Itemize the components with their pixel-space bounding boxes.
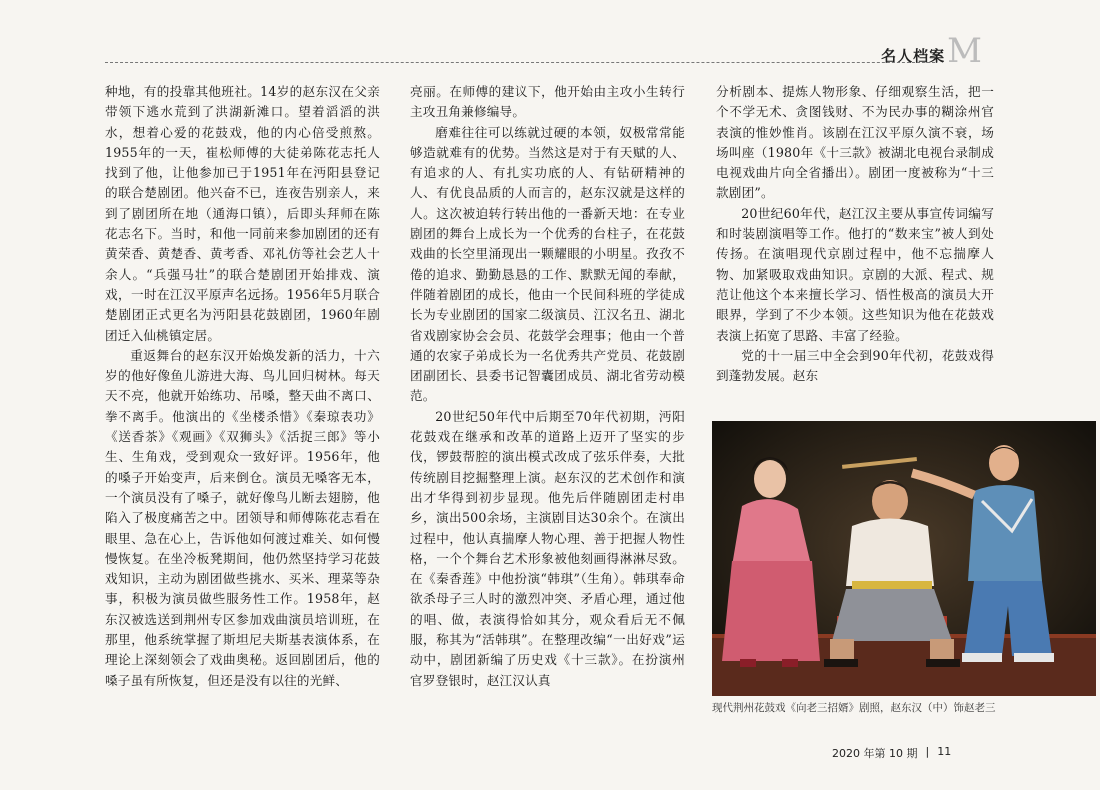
paragraph: 磨难往往可以练就过硬的本领，奴极常常能够造就难有的优势。当然这是对于有天赋的人、有追求的人、有扎实功底的人、有钻研精神的人、有优良品质的人而言的，赵东汉就是这样的人。这次被迫转行转出他的一番新天地：在专业剧团的舞台上成长为一个优秀的台柱子，在花鼓戏曲的长空里涌现出一颗耀眼的小明星。孜孜不倦的追求、勤勤恳恳的工作、默默无闻的奉献，伴随着剧团的成长，他由一个民间科班的学徒成长为专业剧团的国家二级演员、江汉名丑、湖北省戏剧家协会会员、花鼓学会理事；他由一个普通的农家子弟成长为一名优秀共产党员、花鼓剧团副团长、县委书记智囊团成员、湖北省劳动模范。: [410, 124, 685, 404]
issue-label: 2020 年第 10 期: [832, 747, 918, 760]
text-column-2: [410, 82, 685, 691]
stage-photo: [712, 421, 1096, 696]
section-letter-logo: M: [947, 31, 982, 71]
stage-photo-illustration: [712, 421, 1096, 696]
page-footer: [832, 745, 951, 761]
paragraph: 20世纪50年代中后期至70年代初期，沔阳花鼓戏在继承和改革的道路上迈开了坚实的步伐，锣鼓帮腔的演出模式改成了弦乐伴奏，大批传统剧目挖掘整理上演。赵东汉的艺术创作和演出才华得到初步显现。他先后伴随剧团走村串乡，演出500余场，主演剧目达30余个。在演出过程中，他认真揣摩人物心理、善于把握人物性格，一个个舞台艺术形象被他刻画得淋淋尽致。在《秦香莲》中他扮演“韩琪”（生角）。韩琪奉命欲杀母子三人时的激烈冲突、矛盾心理，通过他的唱、做，表演得恰如其分，观众看后无不佩服，称其为“活韩琪”。在整理改编“一出好戏”运动中，剧团新编了历史戏《十三款》。在扮演州官罗登银时，赵江汉认真: [410, 408, 685, 688]
footer-separator: |: [925, 745, 930, 758]
paragraph: 20世纪60年代，赵江汉主要从事宣传词编写和时装剧演唱等工作。他打的“数来宝”被人到处传扬。在演唱现代京剧过程中，他不忘揣摩人物、加紧吸取戏曲知识。京剧的大派、程式、规范让他这个本来擅长学习、悟性极高的演员大开眼界，学到了不少本领。这些知识为他在花鼓戏表演上拓宽了思路、丰富了经验。: [716, 205, 994, 343]
paragraph: 党的十一届三中全会到90年代初，花鼓戏得到蓬勃发展。赵东: [716, 347, 994, 384]
section-title: 名人档案: [881, 47, 946, 65]
page-number: 11: [937, 745, 952, 758]
header-rule: [105, 62, 935, 63]
text-column-3: [716, 82, 994, 386]
paragraph: 分析剧本、提炼人物形象、仔细观察生活，把一个不学无术、贪图钱财、不为民办事的糊涂州官表演的惟妙惟肖。该剧在江汉平原久演不衰，场场叫座（1980年《十三款》被湖北电视台录制成电视戏曲片向全省播出）。剧团一度被称为“十三款剧团”。: [716, 84, 994, 201]
photo-caption: 现代荆州花鼓戏《向老三招婿》剧照，赵东汉（中）饰赵老三: [712, 702, 996, 714]
text-column-1: [105, 82, 380, 691]
paragraph: 亮丽。在师傅的建议下，他开始由主攻小生转行主攻丑角兼修编导。: [410, 84, 685, 120]
paragraph: 种地，有的投靠其他班社。14岁的赵东汉在父亲带领下逃水荒到了洪湖新滩口。望着滔滔的洪水，想着心爱的花鼓戏，他的内心倍受煎熬。1955年的一天，崔松师傅的大徒弟陈花志托人找到了他，让他参加已于1951年在沔阳县登记的联合楚剧团。他兴奋不已，连夜告别亲人，来到了剧团所在地（通海口镇），后即头拜师在陈花志名下。当时，和他一同前来参加剧团的还有黄荣香、黄楚香、黄考香、邓礼仿等社会艺人十余人。“兵强马壮”的联合楚剧团开始排戏、演戏，一时在江汉平原声名远扬。1956年5月联合楚剧团正式更名为沔阳县花鼓剧团，1960年剧团迁入仙桃镇定居。: [105, 84, 380, 343]
paragraph: 重返舞台的赵东汉开始焕发新的活力，十六岁的他好像鱼儿游进大海、鸟儿回归树林。每天天不亮，他就开始练功、吊嗓，整天曲不离口、拳不离手。他演出的《坐楼杀惜》《秦琼表功》《送香茶》《观画》《双狮头》《活捉三郎》等小生、生角戏，受到观众一致好评。1956年，他的嗓子开始变声，后来倒仓。演员无嗓客无本，一个演员没有了嗓子，就好像鸟儿断去翅膀，他陷入了极度痛苦之中。团领导和师傅陈花志看在眼里、急在心上，告诉他如何渡过难关、如何慢慢恢复。在坐冷板凳期间，他仍然坚持学习花鼓戏知识，主动为剧团做些挑水、买米、理菜等杂事，积极为演员做些服务性工作。1958年，赵东汉被选送到荆州专区参加戏曲演员培训班，在那里，他系统掌握了斯坦尼夫斯基表演体系，在理论上深刻领会了戏曲奥秘。返回剧团后，他的嗓子虽有所恢复，但还是没有以往的光鲜、: [105, 347, 380, 688]
